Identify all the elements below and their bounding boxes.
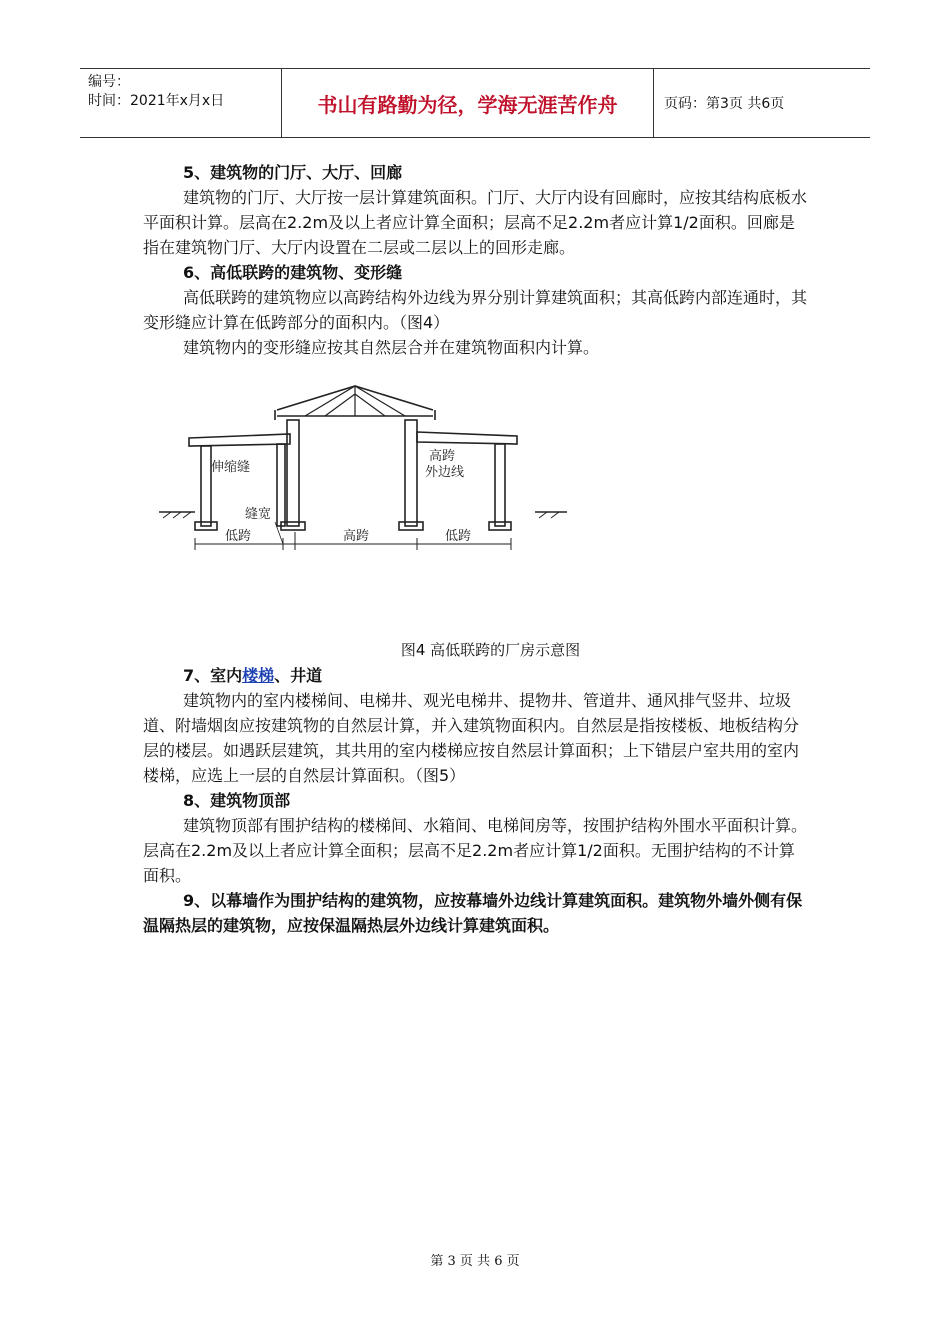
label-low-span-left: 低跨 xyxy=(225,529,252,544)
label-high-span: 高跨 xyxy=(343,529,370,544)
factory-section-diagram xyxy=(155,372,575,634)
page-header xyxy=(80,68,870,138)
header-motto: 书山有路勤为径，学海无涯苦作舟 xyxy=(282,69,654,137)
figure-4 xyxy=(143,372,808,634)
header-meta xyxy=(80,69,282,137)
section-7-heading xyxy=(143,663,808,688)
section-5-heading: 5、建筑物的门厅、大厅、回廊 xyxy=(183,163,403,182)
document-body xyxy=(143,160,808,938)
section-6-body-1: 高低联跨的建筑物应以高跨结构外边线为界分别计算建筑面积；其高低跨内部连通时，其变形缝应计算在低跨部分的面积内。（图4） xyxy=(143,288,808,332)
section-9-body: 9、以幕墙作为围护结构的建筑物，应按幕墙外边线计算建筑面积。建筑物外墙外侧有保温隔热层的建筑物，应按保温隔热层外边线计算建筑面积。 xyxy=(143,891,803,935)
label-joint-width: 缝宽 xyxy=(245,507,272,522)
section-7-heading-prefix: 7、室内 xyxy=(183,666,243,685)
label-expansion-joint: 伸缩缝 xyxy=(211,460,251,475)
label-high-span-edge-2: 外边线 xyxy=(425,465,465,480)
header-page-info: 页码：第3页 共6页 xyxy=(664,96,785,112)
header-time-label: 时间：2021年x月x日 xyxy=(88,93,225,109)
label-high-span-edge-1: 高跨 xyxy=(429,449,456,464)
section-7-body: 建筑物内的室内楼梯间、电梯井、观光电梯井、提物井、管道井、通风排气竖井、垃圾道、附墙烟囱应按建筑物的自然层计算，并入建筑物面积内。自然层是指按楼板、地板结构分层的楼层。如遇跃层建筑，其共用的室内楼梯应按自然层计算面积；上下错层户室共用的室内楼梯，应选上一层的自然层计算面积。（图5） xyxy=(143,691,800,785)
section-7-heading-suffix: 、井道 xyxy=(274,666,323,685)
header-number-label: 编号： xyxy=(88,74,130,90)
section-6-body-2: 建筑物内的变形缝应按其自然层合并在建筑物面积内计算。 xyxy=(183,338,600,357)
section-8-body: 建筑物顶部有围护结构的楼梯间、水箱间、电梯间房等，按围护结构外围水平面积计算。层高在2.2m及以上者应计算全面积；层高不足2.2m者应计算1/2面积。无围护结构的不计算面积。 xyxy=(143,816,808,885)
section-8-heading: 8、建筑物顶部 xyxy=(183,791,291,810)
figure-4-caption: 图4 高低联跨的厂房示意图 xyxy=(400,641,581,659)
stairs-link[interactable]: 楼梯 xyxy=(242,666,275,685)
section-6-heading: 6、高低联跨的建筑物、变形缝 xyxy=(183,263,403,282)
label-low-span-right: 低跨 xyxy=(445,529,472,544)
page-footer: 第 3 页 共 6 页 xyxy=(430,1254,520,1269)
section-5-body: 建筑物的门厅、大厅按一层计算建筑面积。门厅、大厅内设有回廊时，应按其结构底板水平面积计算。层高在2.2m及以上者应计算全面积；层高不足2.2m者应计算1/2面积。回廊是指在建筑物门厅、大厅内设置在二层或二层以上的回形走廊。 xyxy=(143,188,808,257)
